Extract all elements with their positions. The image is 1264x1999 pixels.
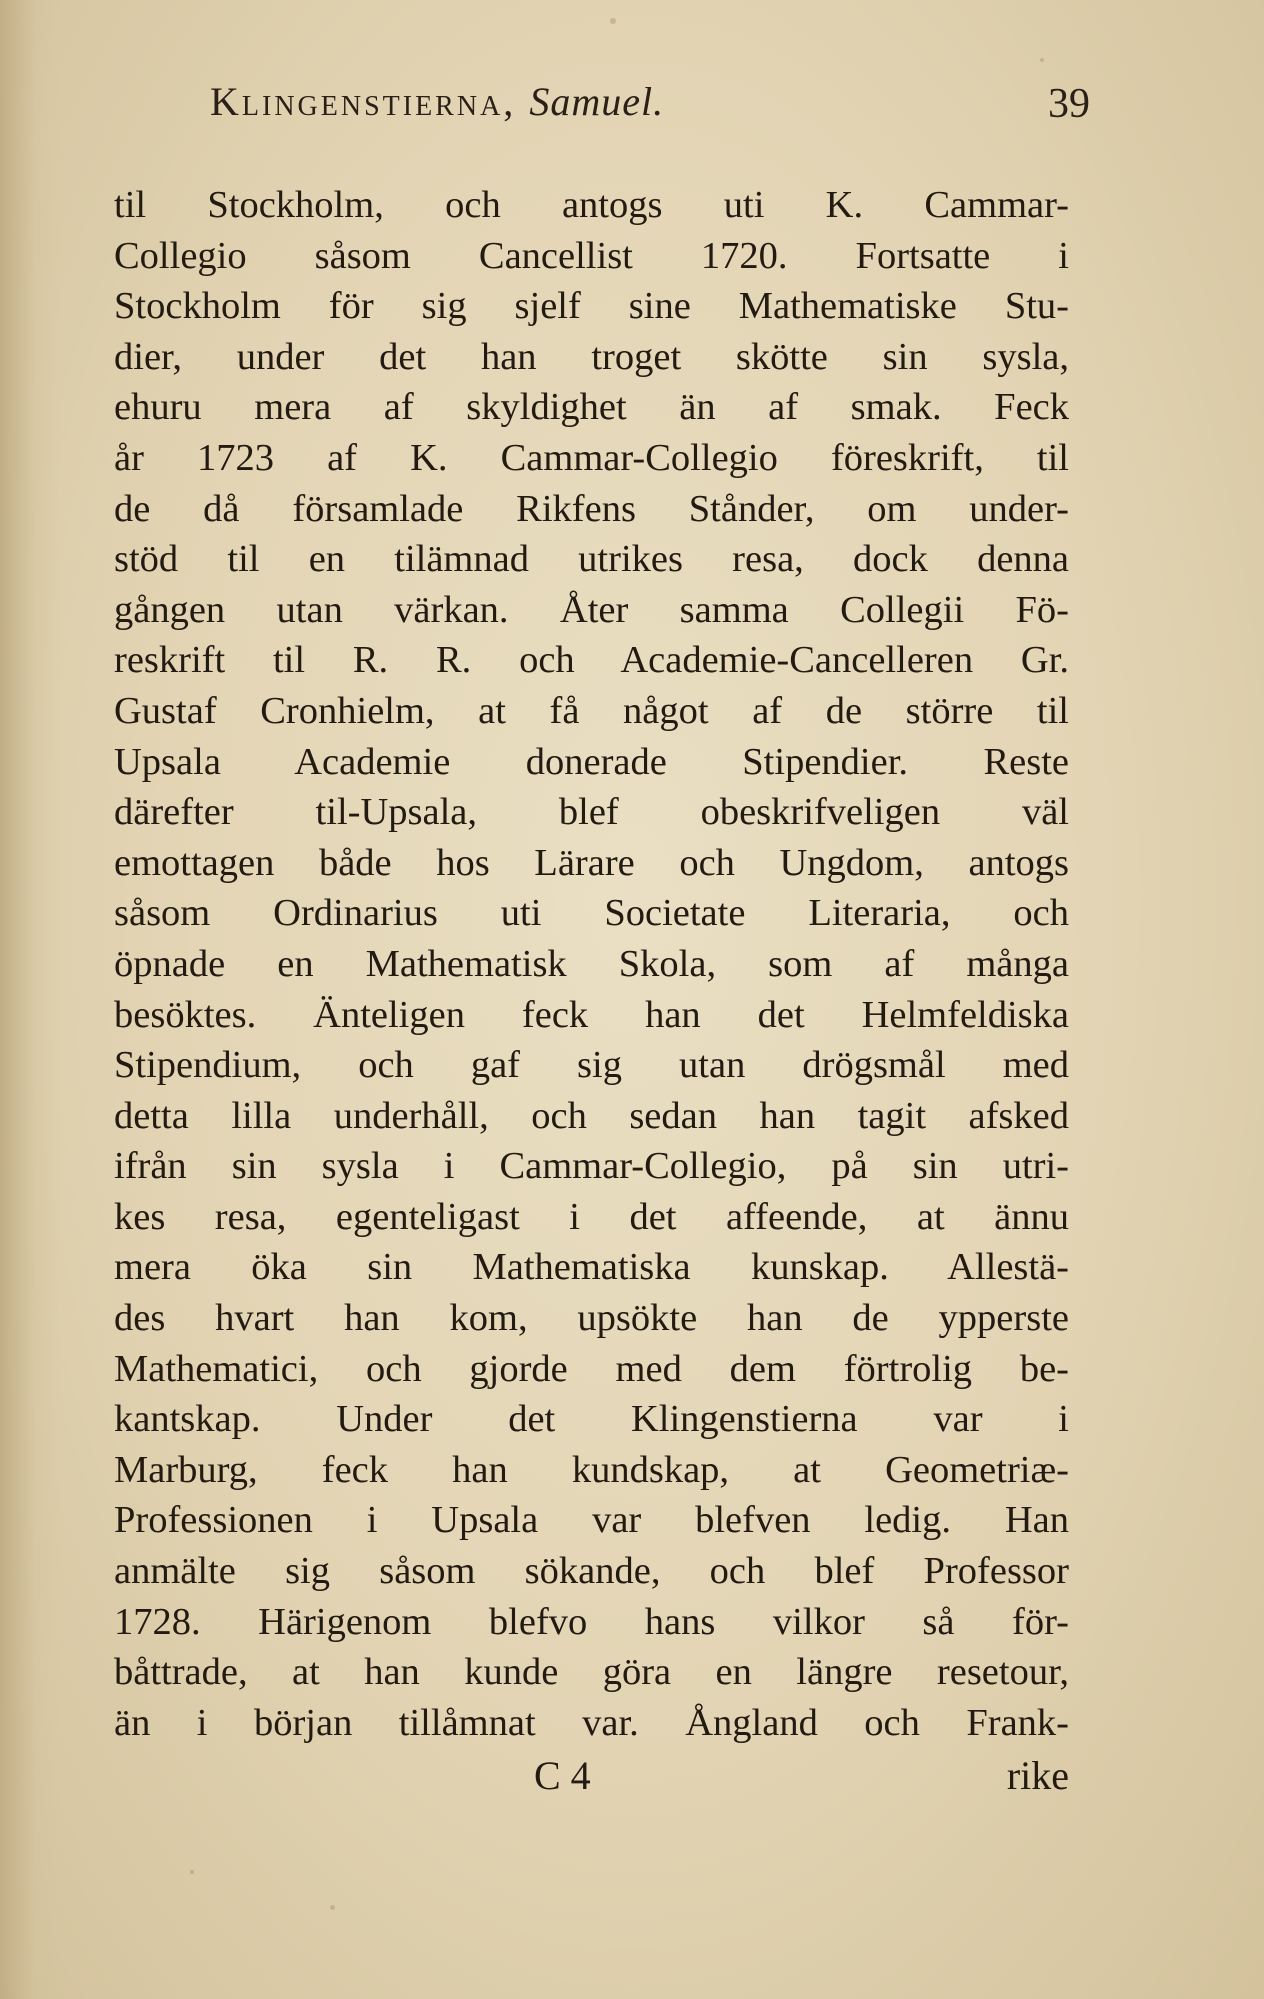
page-number: 39 <box>1048 81 1090 127</box>
text-line: mera öka sin Mathematiska kunskap. Allestä- <box>114 1246 1069 1289</box>
text-line: reskrift til R. R. och Academie-Cancelleren Gr. <box>114 639 1069 682</box>
text-line: detta lilla underhåll, och sedan han tagit afsked <box>114 1094 1069 1137</box>
paper-stain <box>330 1905 335 1910</box>
text-line: Stockholm för sig sjelf sine Mathematiske Stu- <box>114 285 1069 328</box>
text-line: besöktes. Änteligen feck han det Helmfeldiska <box>114 993 1069 1036</box>
text-line: ifrån sin sysla i Cammar-Collegio, på sin utri- <box>114 1145 1069 1188</box>
text-line: emottagen både hos Lärare och Ungdom, antogs <box>114 841 1069 884</box>
text-line: än i början tillåmnat var. Ångland och Frank- <box>114 1701 1069 1744</box>
body-text <box>114 180 1069 1748</box>
text-line: Upsala Academie donerade Stipendier. Reste <box>114 740 1069 783</box>
text-line: Collegio såsom Cancellist 1720. Fortsatte i <box>114 234 1069 277</box>
text-line: år 1723 af K. Cammar-Collegio föreskrift, til <box>114 436 1069 479</box>
catchword: rike <box>1006 1753 1069 1798</box>
text-line: anmälte sig såsom sökande, och blef Professor <box>114 1550 1069 1593</box>
page-footer <box>114 1752 1069 1808</box>
text-line: des hvart han kom, upsökte han de ypperste <box>114 1297 1069 1340</box>
text-line: 1728. Härigenom blefvo hans vilkor så för- <box>114 1600 1069 1643</box>
page-gutter-shadow <box>0 0 60 1999</box>
text-line: Marburg, feck han kundskap, at Geometriæ- <box>114 1448 1069 1491</box>
paper-stain <box>1040 58 1044 62</box>
text-line: båttrade, at han kunde göra en längre resetour, <box>114 1651 1069 1694</box>
text-line: Gustaf Cronhielm, at få något af de större til <box>114 689 1069 732</box>
running-head-subname: Samuel. <box>529 79 665 124</box>
paper-stain <box>610 18 616 24</box>
text-line: kantskap. Under det Klingenstierna var i <box>114 1398 1069 1441</box>
text-line: gången utan värkan. Åter samma Collegii Fö- <box>114 588 1069 631</box>
text-line: kes resa, egenteligast i det affeende, at ännu <box>114 1195 1069 1238</box>
signature-mark: C 4 <box>534 1753 591 1798</box>
text-line: Professionen i Upsala var blefven ledig. Han <box>114 1499 1069 1542</box>
text-line: öpnade en Mathematisk Skola, som af många <box>114 942 1069 985</box>
text-line: därefter til-Upsala, blef obeskrifveligen väl <box>114 791 1069 834</box>
paper-stain <box>190 1870 194 1874</box>
page-header <box>210 78 1090 138</box>
text-line: Stipendium, och gaf sig utan drögsmål med <box>114 1044 1069 1087</box>
running-head-name: Klingenstierna, <box>210 79 517 124</box>
text-line: til Stockholm, och antogs uti K. Cammar- <box>114 184 1069 226</box>
text-line: Mathematici, och gjorde med dem förtrolig be- <box>114 1347 1069 1390</box>
running-head <box>210 78 664 125</box>
text-line: stöd til en tilämnad utrikes resa, dock denna <box>114 538 1069 581</box>
text-line: ehuru mera af skyldighet än af smak. Feck <box>114 386 1069 429</box>
text-line: de då församlade Rikfens Stånder, om under- <box>114 487 1069 530</box>
text-line: såsom Ordinarius uti Societate Literaria, och <box>114 892 1069 935</box>
text-line: dier, under det han troget skötte sin sysla, <box>114 335 1069 378</box>
